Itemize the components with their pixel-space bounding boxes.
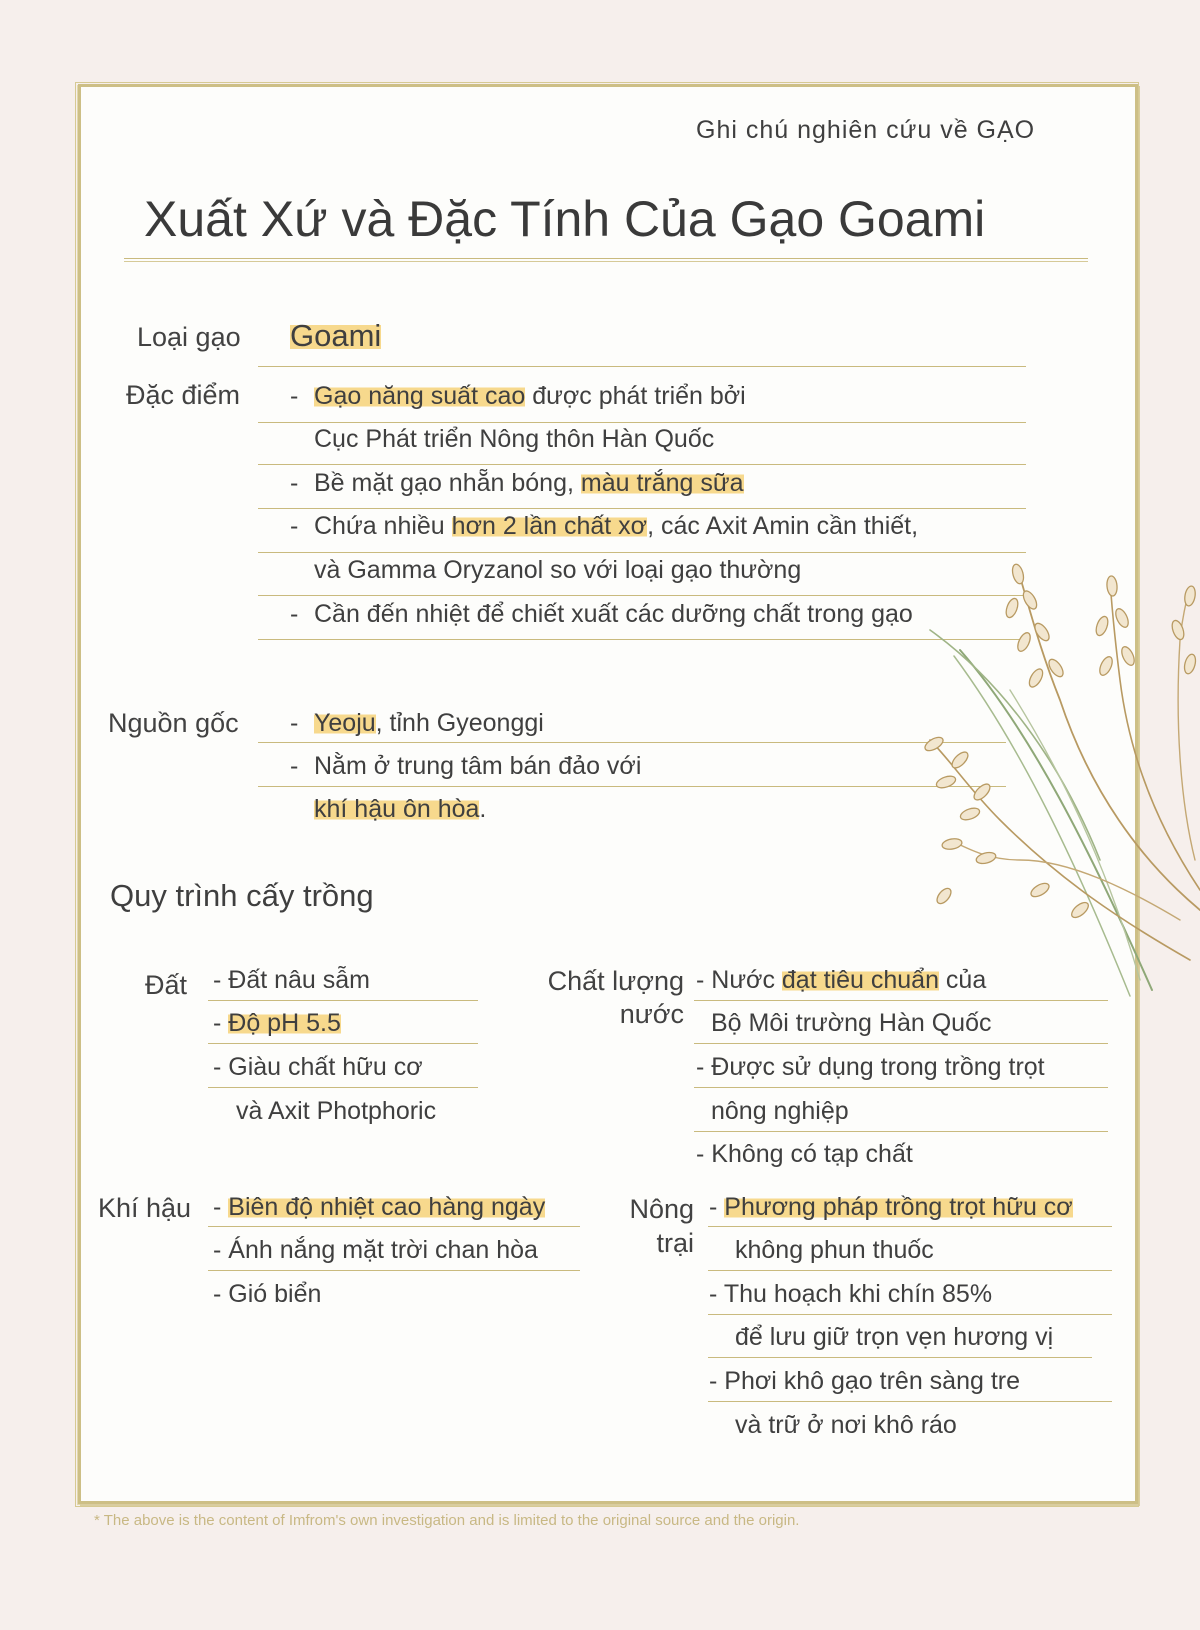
rule — [708, 1226, 1112, 1227]
soil-item: - Đất nâu sẫm — [213, 966, 371, 994]
rule — [694, 1043, 1108, 1044]
list-dash: - — [290, 469, 299, 497]
climate-item: - Ánh nắng mặt trời chan hòa — [213, 1236, 538, 1264]
rule — [208, 1043, 478, 1044]
rule — [258, 366, 1026, 367]
rule — [208, 1087, 478, 1088]
rule — [208, 1270, 580, 1271]
rice-type-value: Goami — [290, 318, 382, 353]
soil-item: - Độ pH 5.5 — [213, 1009, 341, 1037]
rule — [694, 1131, 1108, 1132]
farm-item: và trữ ở nơi khô ráo — [735, 1411, 957, 1439]
feature-item: Bề mặt gạo nhẵn bóng, màu trắng sữa — [314, 469, 744, 497]
soil-item: - Giàu chất hữu cơ — [213, 1053, 423, 1081]
feature-item: Chứa nhiều hơn 2 lần chất xơ, các Axit Amin cần thiết, — [314, 512, 919, 540]
list-dash: - — [290, 382, 299, 410]
rule — [694, 1087, 1108, 1088]
water-item: nông nghiệp — [711, 1097, 849, 1125]
farm-item: - Thu hoạch khi chín 85% — [709, 1280, 993, 1308]
process-title: Quy trình cấy trồng — [110, 878, 374, 913]
feature-item: và Gamma Oryzanol so với loại gạo thường — [314, 556, 802, 584]
rule — [708, 1314, 1112, 1315]
rule — [208, 1226, 580, 1227]
page-subtitle: Ghi chú nghiên cứu về GẠO — [696, 116, 1036, 144]
origin-item: khí hậu ôn hòa. — [314, 795, 487, 823]
list-dash: - — [290, 752, 299, 780]
rice-stalk-illustration — [890, 560, 1200, 1000]
rule — [208, 1000, 478, 1001]
list-dash: - — [290, 512, 299, 540]
farm-item: - Phương pháp trồng trọt hữu cơ — [709, 1193, 1073, 1221]
rule — [694, 1000, 1108, 1001]
farm-item: không phun thuốc — [735, 1236, 934, 1264]
list-dash: - — [290, 709, 299, 737]
feature-item: Gạo năng suất cao được phát triển bởi — [314, 382, 746, 410]
footnote: * The above is the content of Imfrom's own investigation and is limited to the original source and the origin. — [94, 1512, 800, 1529]
rule — [708, 1401, 1112, 1402]
features-label: Đặc điểm — [126, 380, 241, 410]
farm-label-2: trại — [656, 1228, 694, 1258]
rule — [708, 1270, 1112, 1271]
climate-item: - Gió biển — [213, 1280, 322, 1308]
water-label-2: nước — [619, 999, 684, 1029]
origin-item: Nằm ở trung tâm bán đảo với — [314, 752, 642, 780]
water-label: Chất lượng — [547, 966, 684, 996]
page-title: Xuất Xứ và Đặc Tính Của Gạo Goami — [144, 191, 986, 247]
soil-item: và Axit Photphoric — [236, 1097, 437, 1125]
feature-item: Cục Phát triển Nông thôn Hàn Quốc — [314, 425, 715, 453]
water-item: - Được sử dụng trong trồng trọt — [696, 1053, 1045, 1081]
water-item: - Không có tạp chất — [696, 1140, 913, 1168]
climate-item: - Biên độ nhiệt cao hàng ngày — [213, 1193, 546, 1221]
water-item: Bộ Môi trường Hàn Quốc — [711, 1009, 992, 1037]
climate-label: Khí hậu — [98, 1193, 192, 1223]
farm-item: - Phơi khô gạo trên sàng tre — [709, 1367, 1021, 1395]
origin-item: Yeoju, tỉnh Gyeonggi — [314, 709, 544, 737]
title-underline — [124, 258, 1088, 259]
feature-item: Cần đến nhiệt để chiết xuất các dưỡng chất trong gạo — [314, 600, 913, 628]
origin-label: Nguồn gốc — [108, 708, 239, 738]
water-item: - Nước đạt tiêu chuẩn của — [696, 966, 987, 994]
soil-label: Đất — [145, 970, 188, 1000]
farm-item: để lưu giữ trọn vẹn hương vị — [735, 1323, 1054, 1351]
rule — [708, 1357, 1092, 1358]
rule — [258, 464, 1026, 465]
rule — [258, 508, 1026, 509]
rice-type-label: Loại gạo — [137, 322, 241, 352]
rule — [258, 422, 1026, 423]
rule — [258, 552, 1026, 553]
list-dash: - — [290, 600, 299, 628]
farm-label: Nông — [629, 1194, 694, 1224]
